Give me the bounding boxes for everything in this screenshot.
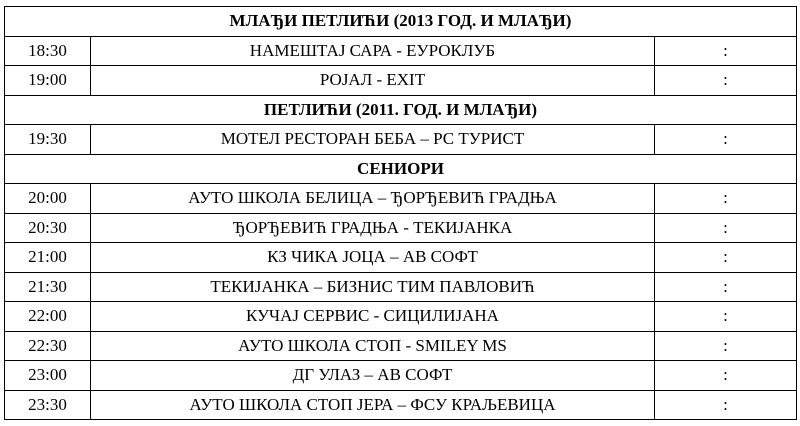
match-score: : — [655, 36, 797, 66]
match-time: 20:30 — [5, 213, 91, 243]
match-score: : — [655, 331, 797, 361]
match-row — [5, 272, 797, 302]
match-teams: АУТО ШКОЛА БЕЛИЦА – ЂОРЂЕВИЋ ГРАДЊА — [91, 184, 655, 214]
match-teams: ТЕКИЈАНКА – БИЗНИС ТИМ ПАВЛОВИЋ — [91, 272, 655, 302]
match-teams: ЂОРЂЕВИЋ ГРАДЊА - ТЕКИЈАНКА — [91, 213, 655, 243]
match-teams: РОЈАЛ - EXIT — [91, 66, 655, 96]
match-score: : — [655, 213, 797, 243]
match-time: 21:00 — [5, 243, 91, 273]
match-time: 19:00 — [5, 66, 91, 96]
match-score: : — [655, 243, 797, 273]
match-time: 23:30 — [5, 390, 91, 420]
match-row — [5, 213, 797, 243]
match-row — [5, 302, 797, 332]
section-title: СЕНИОРИ — [5, 154, 797, 184]
match-row — [5, 66, 797, 96]
match-time: 23:00 — [5, 361, 91, 391]
match-row — [5, 36, 797, 66]
match-score: : — [655, 272, 797, 302]
match-teams: МОТЕЛ РЕСТОРАН БЕБА – РС ТУРИСТ — [91, 125, 655, 155]
match-teams: КУЧАЈ СЕРВИС - СИЦИЛИЈАНА — [91, 302, 655, 332]
match-score: : — [655, 361, 797, 391]
section-header-row — [5, 154, 797, 184]
match-time: 18:30 — [5, 36, 91, 66]
match-score: : — [655, 125, 797, 155]
schedule-table — [4, 6, 797, 420]
match-teams: АУТО ШКОЛА СТОП ЈЕРА – ФСУ КРАЉЕВИЦА — [91, 390, 655, 420]
match-score: : — [655, 66, 797, 96]
match-row — [5, 331, 797, 361]
section-title: МЛАЂИ ПЕТЛИЋИ (2013 ГОД. И МЛАЂИ) — [5, 7, 797, 37]
match-time: 20:00 — [5, 184, 91, 214]
match-row — [5, 243, 797, 273]
match-time: 19:30 — [5, 125, 91, 155]
match-time: 22:00 — [5, 302, 91, 332]
match-row — [5, 390, 797, 420]
section-title: ПЕТЛИЋИ (2011. ГОД. И МЛАЂИ) — [5, 95, 797, 125]
match-row — [5, 125, 797, 155]
match-time: 22:30 — [5, 331, 91, 361]
match-row — [5, 184, 797, 214]
match-score: : — [655, 302, 797, 332]
match-teams: НАМЕШТАЈ САРА - ЕУРОКЛУБ — [91, 36, 655, 66]
match-teams: ДГ УЛАЗ – АВ СОФТ — [91, 361, 655, 391]
match-score: : — [655, 390, 797, 420]
section-header-row — [5, 7, 797, 37]
match-row — [5, 361, 797, 391]
match-teams: АУТО ШКОЛА СТОП - SMILEY MS — [91, 331, 655, 361]
match-teams: КЗ ЧИКА ЈОЦА – АВ СОФТ — [91, 243, 655, 273]
match-time: 21:30 — [5, 272, 91, 302]
schedule-body — [5, 7, 797, 420]
section-header-row — [5, 95, 797, 125]
match-score: : — [655, 184, 797, 214]
